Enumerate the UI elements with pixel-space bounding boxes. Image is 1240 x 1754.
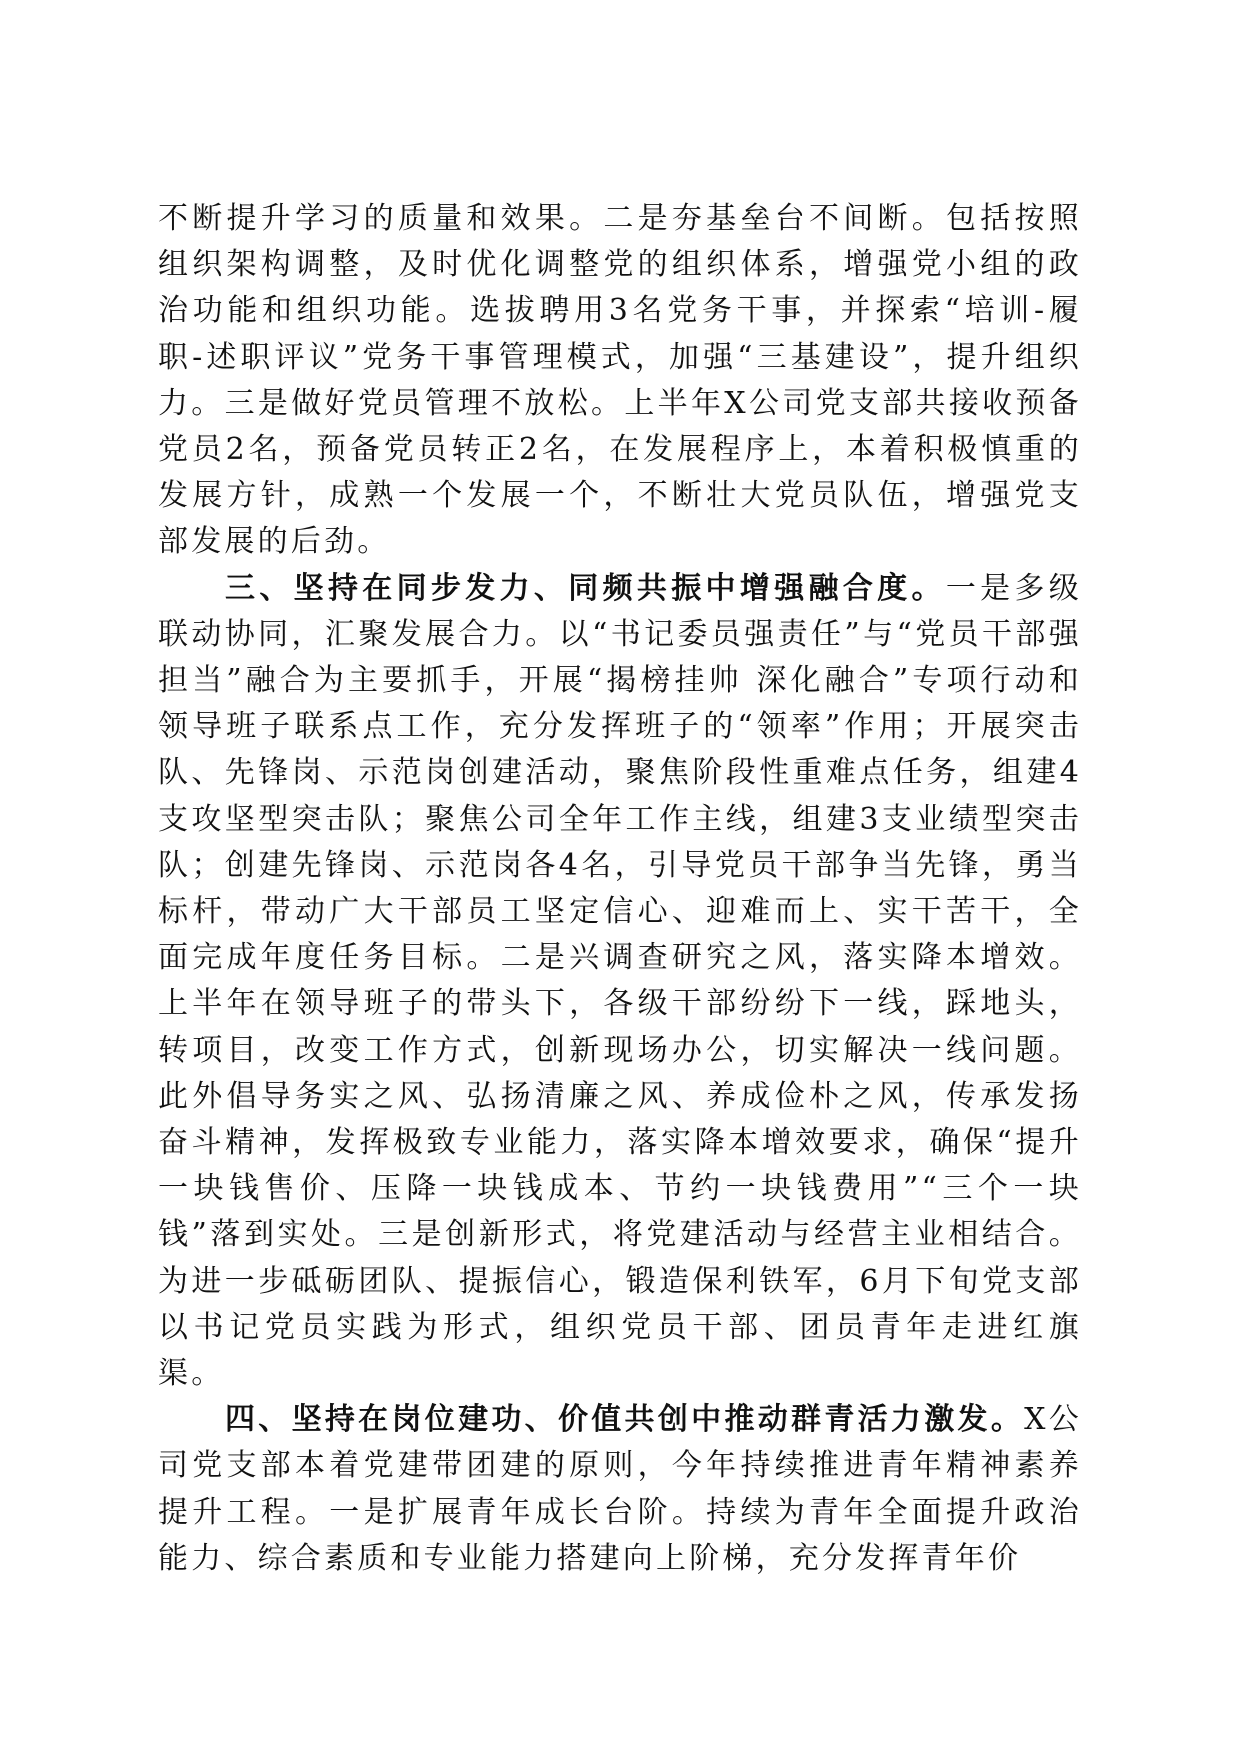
- paragraph-section-three: [158, 566, 1082, 1398]
- paragraph-section-four: [158, 1397, 1082, 1582]
- paragraph-text: 一是多级联动协同，汇聚发展合力。以“书记委员强责任”与“党员干部强担当”融合为主要抓手，开展“揭榜挂帅 深化融合”专项行动和领导班子联系点工作，充分发挥班子的“领率”作用；开展突击队、先锋岗、示范岗创建活动，聚焦阶段性重难点任务，组建4支攻坚型突击队；聚焦公司全年工作主线，组建3支业绩型突击队；创建先锋岗、示范岗各4名，引导党员干部争当先锋，勇当标杆，带动广大干部员工坚定信心、迎难而上、实干苦干，全面完成年度任务目标。二是兴调查研究之风，落实降本增效。上半年在领导班子的带头下，各级干部纷纷下一线，踩地头，转项目，改变工作方式，创新现场办公，切实解决一线问题。此外倡导务实之风、弘扬清廉之风、养成俭朴之风，传承发扬奋斗精神，发挥极致专业能力，落实降本增效要求，确保“提升一块钱售价、压降一块钱成本、节约一块钱费用”“三个一块钱”落到实处。三是创新形式，将党建活动与经营主业相结合。为进一步砥砺团队、提振信心，锻造保利铁军，6月下旬党支部以书记党员实践为形式，组织党员干部、团员青年走进红旗渠。: [158, 570, 1082, 1392]
- paragraph-text: X公司党支部本着党建带团建的原则，今年持续推进青年精神素养提升工程。一是扩展青年成长台阶。持续为青年全面提升政治能力、综合素质和专业能力搭建向上阶梯，充分发挥青年价: [158, 1402, 1082, 1576]
- document-body: [158, 196, 1082, 1582]
- paragraph-text: 不断提升学习的质量和效果。二是夯基垒台不间断。包括按照组织架构调整，及时优化调整党的组织体系，增强党小组的政治功能和组织功能。选拔聘用3名党务干事，并探索“培训-履职-述职评议”党务干事管理模式，加强“三基建设”，提升组织力。三是做好党员管理不放松。上半年X公司党支部共接收预备党员2名，预备党员转正2名，在发展程序上，本着积极慎重的发展方针，成熟一个发展一个，不断壮大党员队伍，增强党支部发展的后劲。: [158, 201, 1082, 560]
- section-heading: 三、坚持在同步发力、同频共振中增强融合度。: [225, 570, 946, 606]
- section-heading: 四、坚持在岗位建功、价值共创中推动群青活力激发。: [225, 1402, 1025, 1438]
- paragraph-continuation: [158, 196, 1082, 566]
